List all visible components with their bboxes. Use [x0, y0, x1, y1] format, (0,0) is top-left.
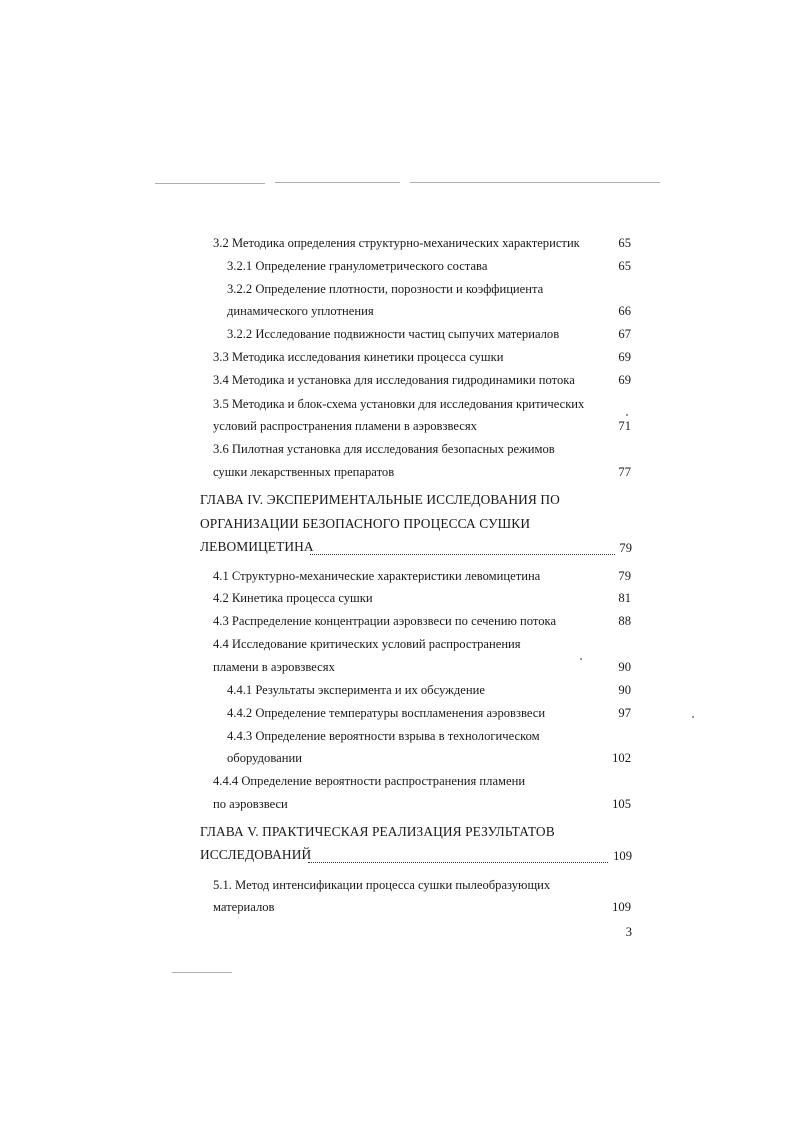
- chapter-4-title-line3: ЛЕВОМИЦЕТИНА: [200, 539, 314, 554]
- toc-entry-text: 4.4.4 Определение вероятности распространения пламени: [213, 774, 526, 788]
- toc-entry-page: 71: [618, 419, 631, 433]
- toc-entry-text: 4.4.1 Результаты эксперимента и их обсуждение: [227, 683, 485, 697]
- toc-entry-text: 3.4 Методика и установка для исследования гидродинамики потока: [213, 373, 575, 387]
- toc-entry-text: 3.2 Методика определения структурно-механических характеристик: [213, 236, 580, 250]
- toc-entry-text: 4.1 Структурно-механические характеристики левомицетина: [213, 569, 541, 583]
- toc-entry-page: 88: [618, 614, 631, 628]
- toc-entry-page: 65: [618, 236, 631, 250]
- scan-edge-top: [410, 182, 660, 183]
- toc-entry-text: 4.3 Распределение концентрации аэровзвеси по сечению потока: [213, 614, 557, 628]
- toc-entry-page: 65: [618, 259, 631, 273]
- toc-entry-text: по аэровзвеси: [213, 797, 288, 811]
- toc-entry-page: 90: [618, 660, 631, 674]
- toc-entry-text: 4.4 Исследование критических условий распространения: [213, 637, 521, 651]
- toc-entry-page: 90: [618, 683, 631, 697]
- toc-entry-text: динамического уплотнения: [227, 304, 374, 318]
- page-number: 3: [625, 925, 632, 939]
- toc-entry-page: 66: [618, 304, 631, 318]
- toc-entry-page: 79: [618, 569, 631, 583]
- chapter-5-page: 109: [613, 849, 632, 863]
- scan-speck: [626, 414, 628, 416]
- toc-entry-text: 4.4.3 Определение вероятности взрыва в технологическом: [227, 729, 540, 743]
- toc-entry-text: 3.5 Методика и блок-схема установки для исследования критических: [213, 397, 585, 411]
- toc-entry-text: 3.2.1 Определение гранулометрического состава: [227, 259, 488, 273]
- toc-entry-text: материалов: [213, 900, 275, 914]
- scan-edge-bottom: [172, 972, 232, 973]
- toc-entry-page: 69: [618, 350, 631, 364]
- toc-entry-text: 5.1. Метод интенсификации процесса сушки пылеобразующих: [213, 878, 551, 892]
- toc-entry-text: сушки лекарственных препаратов: [213, 465, 395, 479]
- toc-entry-page: 69: [618, 373, 631, 387]
- chapter-5-title-line1: ГЛАВА V. ПРАКТИЧЕСКАЯ РЕАЛИЗАЦИЯ РЕЗУЛЬТАТОВ: [200, 824, 555, 839]
- toc-entry-text: 3.3 Методика исследования кинетики процесса сушки: [213, 350, 504, 364]
- toc-entry-text: 4.2 Кинетика процесса сушки: [213, 591, 373, 605]
- toc-entry-text: 3.2.2 Определение плотности, порозности и коэффициента: [227, 282, 544, 296]
- toc-entry-text: условий распространения пламени в аэровзвесях: [213, 419, 477, 433]
- toc-entry-text: 4.4.2 Определение температуры воспламенения аэровзвеси: [227, 706, 546, 720]
- toc-entry-text: 3.2.2 Исследование подвижности частиц сыпучих материалов: [227, 327, 560, 341]
- scan-speck: [692, 716, 694, 718]
- chapter-4-page: 79: [619, 541, 632, 555]
- chapter-5-leader-dots: [308, 846, 608, 863]
- toc-entry-page: 81: [618, 591, 631, 605]
- toc-entry-page: 102: [612, 751, 631, 765]
- toc-entry-page: 97: [618, 706, 631, 720]
- chapter-4-leader-dots: [310, 538, 615, 555]
- toc-entry-page: 67: [618, 327, 631, 341]
- toc-entry-text: 3.6 Пилотная установка для исследования безопасных режимов: [213, 442, 555, 456]
- chapter-5-title-line2: ИССЛЕДОВАНИЙ: [200, 847, 312, 862]
- chapter-4-title-line2: ОРГАНИЗАЦИИ БЕЗОПАСНОГО ПРОЦЕССА СУШКИ: [200, 516, 531, 531]
- scan-speck: [580, 658, 582, 660]
- chapter-4-title-line1: ГЛАВА IV. ЭКСПЕРИМЕНТАЛЬНЫЕ ИССЛЕДОВАНИЯ ПО: [200, 492, 560, 507]
- toc-entry-text: оборудовании: [227, 751, 302, 765]
- scan-edge-top: [275, 182, 400, 183]
- toc-entry-text: пламени в аэровзвесях: [213, 660, 335, 674]
- toc-entry-page: 109: [612, 900, 631, 914]
- toc-entry-page: 77: [618, 465, 631, 479]
- scan-edge-top: [155, 183, 265, 184]
- toc-entry-page: 105: [612, 797, 631, 811]
